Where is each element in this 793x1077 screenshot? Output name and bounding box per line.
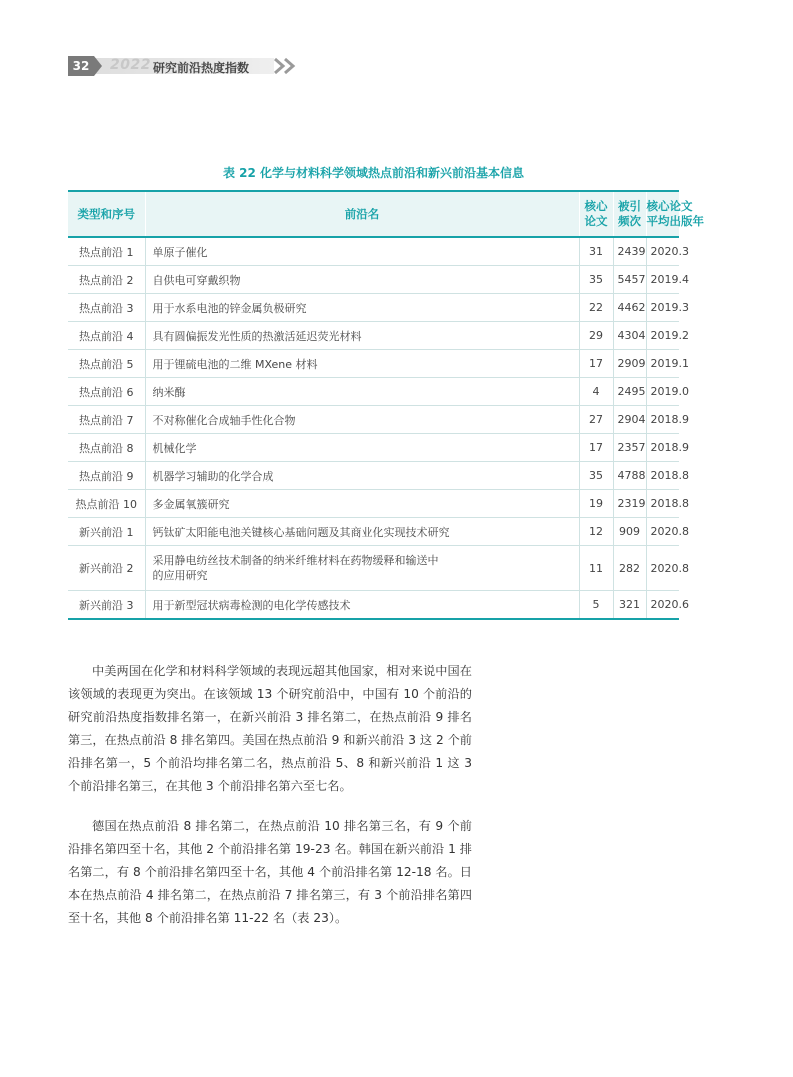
header-year — [646, 191, 704, 237]
row-core: 31 — [579, 237, 613, 266]
header-name: 前沿名 — [145, 191, 579, 237]
row-name: 用于水系电池的锌金属负极研究 — [145, 294, 579, 322]
row-year: 2018.8 — [646, 490, 679, 518]
body-paragraph-1: 中美两国在化学和材料科学领域的表现远超其他国家，相对来说中国在该领域的表现更为突出。在该领域 13 个研究前沿中，中国有 10 个前沿的研究前沿热度指数排名第一，在新兴前沿 3 排名第二，在热点前沿 9 排名第三，在热点前沿 8 排名第四。美国在热点前沿 9 和新兴前沿 3 这 2 个前沿排名第一，5 个前沿均排名第二名，热点前沿 5、8 和新兴前沿 1 这 3 个前沿排名第三，在其他 3 个前沿排名第六至七名。 — [68, 664, 472, 793]
row-year: 2019.0 — [646, 378, 679, 406]
row-cites: 909 — [613, 518, 646, 546]
table-row — [68, 462, 679, 490]
row-type: 热点前沿 9 — [68, 462, 145, 490]
table-row — [68, 406, 679, 434]
row-core: 5 — [579, 591, 613, 620]
row-name: 纳米酶 — [145, 378, 579, 406]
header-citations-line2: 频次 — [618, 214, 641, 228]
table-header-row — [68, 191, 679, 237]
header-citations — [613, 191, 646, 237]
header-year-line1: 核心论文 — [646, 199, 693, 213]
row-core: 12 — [579, 518, 613, 546]
row-cites: 4462 — [613, 294, 646, 322]
header-year: 2022 — [110, 57, 151, 73]
row-core: 11 — [579, 546, 613, 591]
table-row — [68, 294, 679, 322]
row-type: 热点前沿 8 — [68, 434, 145, 462]
row-cites: 2439 — [613, 237, 646, 266]
row-type: 热点前沿 4 — [68, 322, 145, 350]
row-name: 用于锂硫电池的二维 MXene 材料 — [145, 350, 579, 378]
header-core-papers-line2: 论文 — [584, 214, 608, 228]
row-cites: 321 — [613, 591, 646, 620]
row-type: 新兴前沿 3 — [68, 591, 145, 620]
row-type: 热点前沿 6 — [68, 378, 145, 406]
row-name: 自供电可穿戴织物 — [145, 266, 579, 294]
row-name-line1: 采用静电纺丝技术制备的纳米纤维材料在药物缓释和输送中 — [152, 554, 439, 567]
row-name: 机器学习辅助的化学合成 — [145, 462, 579, 490]
table-row — [68, 546, 679, 591]
row-year: 2020.8 — [646, 518, 679, 546]
table-row — [68, 518, 679, 546]
row-year: 2018.9 — [646, 434, 679, 462]
row-type: 新兴前沿 1 — [68, 518, 145, 546]
row-name: 多金属氧簇研究 — [145, 490, 579, 518]
row-cites: 4788 — [613, 462, 646, 490]
row-year: 2019.1 — [646, 350, 679, 378]
header-core-papers-line1: 核心 — [584, 199, 608, 213]
row-type: 热点前沿 2 — [68, 266, 145, 294]
row-core: 27 — [579, 406, 613, 434]
table-row — [68, 591, 679, 620]
row-year: 2019.2 — [646, 322, 679, 350]
header-core-papers — [579, 191, 613, 237]
table-row — [68, 266, 679, 294]
row-type: 热点前沿 5 — [68, 350, 145, 378]
row-type: 热点前沿 7 — [68, 406, 145, 434]
row-core: 35 — [579, 266, 613, 294]
header-year-line2: 平均出版年 — [646, 214, 704, 228]
row-cites: 2904 — [613, 406, 646, 434]
row-name: 钙钛矿太阳能电池关键核心基础问题及其商业化实现技术研究 — [145, 518, 579, 546]
row-type: 热点前沿 1 — [68, 237, 145, 266]
row-year: 2020.8 — [646, 546, 679, 591]
row-year: 2019.3 — [646, 294, 679, 322]
row-cites: 2909 — [613, 350, 646, 378]
row-core: 19 — [579, 490, 613, 518]
row-cites: 2319 — [613, 490, 646, 518]
row-core: 29 — [579, 322, 613, 350]
table-row — [68, 378, 679, 406]
row-name: 单原子催化 — [145, 237, 579, 266]
row-year: 2019.4 — [646, 266, 679, 294]
row-cites: 5457 — [613, 266, 646, 294]
row-core: 35 — [579, 462, 613, 490]
row-cites: 2495 — [613, 378, 646, 406]
row-cites: 4304 — [613, 322, 646, 350]
row-core: 17 — [579, 434, 613, 462]
row-name: 机械化学 — [145, 434, 579, 462]
row-name-line2: 的应用研究 — [152, 569, 208, 582]
row-year: 2018.8 — [646, 462, 679, 490]
table-row — [68, 434, 679, 462]
row-core: 22 — [579, 294, 613, 322]
page-header — [68, 56, 308, 76]
row-type: 热点前沿 10 — [68, 490, 145, 518]
chevron-right-icon — [282, 57, 300, 75]
row-core: 17 — [579, 350, 613, 378]
row-name — [145, 546, 579, 591]
table-row — [68, 490, 679, 518]
row-year: 2018.9 — [646, 406, 679, 434]
row-year: 2020.6 — [646, 591, 679, 620]
page-number: 32 — [68, 56, 94, 76]
row-core: 4 — [579, 378, 613, 406]
row-cites: 282 — [613, 546, 646, 591]
frontiers-table — [68, 190, 704, 620]
header-citations-line1: 被引 — [618, 199, 641, 213]
row-type: 热点前沿 3 — [68, 294, 145, 322]
table-title: 表 22 化学与材料科学领域热点前沿和新兴前沿基本信息 — [222, 166, 525, 180]
row-name: 不对称催化合成轴手性化合物 — [145, 406, 579, 434]
header-type: 类型和序号 — [68, 191, 145, 237]
row-name: 具有圆偏振发光性质的热激活延迟荧光材料 — [145, 322, 579, 350]
row-year: 2020.3 — [646, 237, 679, 266]
table-row — [68, 237, 679, 266]
row-name: 用于新型冠状病毒检测的电化学传感技术 — [145, 591, 579, 620]
table-row — [68, 350, 679, 378]
row-cites: 2357 — [613, 434, 646, 462]
table-row — [68, 322, 679, 350]
body-paragraph-2: 德国在热点前沿 8 排名第二，在热点前沿 10 排名第三名，有 9 个前沿排名第四至十名，其他 2 个前沿排名第 19-23 名。韩国在新兴前沿 1 排名第二，有 8 个前沿排名第四至十名，其他 4 个前沿排名第 12-18 名。日本在热点前沿 4 排名第二，在热点前沿 7 排名第三，有 3 个前沿排名第四至十名，其他 8 个前沿排名第 11-22 名（表 23）。 — [68, 819, 472, 925]
header-title: 研究前沿热度指数 — [153, 61, 250, 75]
row-type: 新兴前沿 2 — [68, 546, 145, 591]
